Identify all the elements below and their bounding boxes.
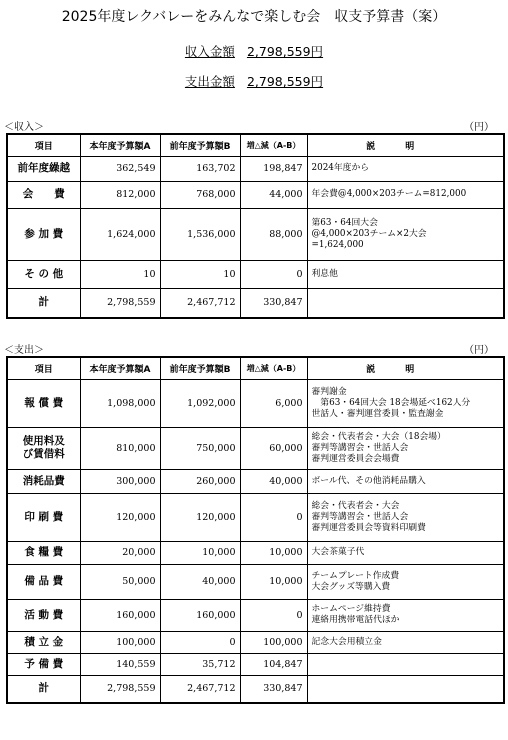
row-item: 前年度繰越 [7, 156, 80, 181]
row-desc: 大会茶菓子代 [307, 541, 504, 564]
col-diff: 増△減（A-B） [240, 357, 307, 379]
table-row [7, 379, 504, 427]
expense-total-label: 支出金額 [184, 74, 235, 89]
row-desc: ボール代、その他消耗品購入 [307, 469, 504, 493]
row-desc: チームプレート作成費 大会グッズ等購入費 [307, 564, 504, 599]
row-previous: 120,000 [160, 493, 240, 541]
row-current: 2,798,559 [80, 288, 160, 318]
row-desc: 年会費@4,000×203チーム=812,000 [307, 181, 504, 208]
row-desc [307, 653, 504, 675]
row-desc: 総会・代表者会・大会 審判等講習会・世話人会 審判運営委員会等資料印刷費 [307, 493, 504, 541]
income-body [7, 156, 504, 318]
row-previous: 768,000 [160, 181, 240, 208]
income-total-label: 収入金額 [184, 44, 235, 59]
col-desc: 説明 [307, 357, 504, 379]
row-item: 印 刷 費 [7, 493, 80, 541]
row-desc: 利息他 [307, 260, 504, 288]
table-row [7, 675, 504, 703]
col-item: 項目 [7, 357, 80, 379]
row-current: 300,000 [80, 469, 160, 493]
row-diff: 10,000 [240, 564, 307, 599]
table-row [7, 427, 504, 469]
expense-total [0, 72, 508, 90]
row-item: 報 償 費 [7, 379, 80, 427]
row-item: 予 備 費 [7, 653, 80, 675]
page-title: 2025年度レクバレーをみんなで楽しむ会 収支予算書（案） [61, 9, 447, 25]
row-desc: 総会・代表者会・大会（18会場） 審判等講習会・世話人会 審判運営委員会会場費 [307, 427, 504, 469]
row-desc: 記念大会用積立金 [307, 631, 504, 653]
row-previous: 2,467,712 [160, 675, 240, 703]
row-current: 2,798,559 [80, 675, 160, 703]
row-desc: 2024年度から [307, 156, 504, 181]
row-item: 食 糧 費 [7, 541, 80, 564]
row-current: 160,000 [80, 599, 160, 631]
row-previous: 2,467,712 [160, 288, 240, 318]
row-item: 使用料及 び賃借料 [7, 427, 80, 469]
row-current: 1,098,000 [80, 379, 160, 427]
income-total [0, 42, 508, 60]
expense-table [6, 356, 505, 704]
col-current: 本年度予算額A [80, 357, 160, 379]
table-row [7, 653, 504, 675]
row-previous: 1,536,000 [160, 208, 240, 260]
row-diff: 104,847 [240, 653, 307, 675]
row-current: 100,000 [80, 631, 160, 653]
table-row [7, 631, 504, 653]
income-unit: （円） [464, 122, 494, 133]
expense-header-row [7, 357, 504, 379]
col-previous: 前年度予算額B [160, 134, 240, 156]
row-previous: 40,000 [160, 564, 240, 599]
expense-total-value: 2,798,559円 [246, 74, 324, 89]
table-row [7, 208, 504, 260]
row-current: 1,624,000 [80, 208, 160, 260]
table-row [7, 469, 504, 493]
table-row [7, 156, 504, 181]
row-diff: 10,000 [240, 541, 307, 564]
table-row [7, 599, 504, 631]
expense-unit: （円） [464, 345, 494, 356]
row-previous: 750,000 [160, 427, 240, 469]
row-diff: 60,000 [240, 427, 307, 469]
col-desc: 説明 [307, 134, 504, 156]
row-item: 活 動 費 [7, 599, 80, 631]
col-diff: 増△減（A-B） [240, 134, 307, 156]
row-previous: 163,702 [160, 156, 240, 181]
income-total-value: 2,798,559円 [246, 44, 324, 59]
table-row [7, 541, 504, 564]
row-previous: 10,000 [160, 541, 240, 564]
row-desc: 第63・64回大会 @4,000×203チーム×2大会 =1,624,000 [307, 208, 504, 260]
row-diff: 40,000 [240, 469, 307, 493]
expense-section-label: ＜支出＞ [4, 345, 44, 356]
row-item: そ の 他 [7, 260, 80, 288]
row-diff: 330,847 [240, 288, 307, 318]
row-current: 20,000 [80, 541, 160, 564]
row-diff: 330,847 [240, 675, 307, 703]
row-previous: 10 [160, 260, 240, 288]
row-desc [307, 675, 504, 703]
row-previous: 260,000 [160, 469, 240, 493]
row-current: 812,000 [80, 181, 160, 208]
row-desc: ホームページ維持費 連絡用携帯電話代ほか [307, 599, 504, 631]
income-table [6, 133, 505, 319]
row-desc [307, 288, 504, 318]
table-row [7, 181, 504, 208]
row-item: 計 [7, 675, 80, 703]
row-diff: 0 [240, 493, 307, 541]
income-section-label: ＜収入＞ [4, 122, 44, 133]
row-previous: 35,712 [160, 653, 240, 675]
table-row [7, 260, 504, 288]
row-diff: 6,000 [240, 379, 307, 427]
row-previous: 0 [160, 631, 240, 653]
row-diff: 198,847 [240, 156, 307, 181]
row-diff: 44,000 [240, 181, 307, 208]
row-current: 810,000 [80, 427, 160, 469]
col-item: 項目 [7, 134, 80, 156]
expense-body [7, 379, 504, 703]
row-diff: 0 [240, 260, 307, 288]
row-previous: 1,092,000 [160, 379, 240, 427]
row-diff: 88,000 [240, 208, 307, 260]
row-current: 120,000 [80, 493, 160, 541]
row-item: 会 費 [7, 181, 80, 208]
row-diff: 100,000 [240, 631, 307, 653]
col-current: 本年度予算額A [80, 134, 160, 156]
row-item: 積 立 金 [7, 631, 80, 653]
row-item: 計 [7, 288, 80, 318]
row-current: 50,000 [80, 564, 160, 599]
row-diff: 0 [240, 599, 307, 631]
table-row [7, 288, 504, 318]
row-item: 消耗品費 [7, 469, 80, 493]
row-current: 362,549 [80, 156, 160, 181]
row-previous: 160,000 [160, 599, 240, 631]
income-header-row [7, 134, 504, 156]
table-row [7, 564, 504, 599]
row-current: 10 [80, 260, 160, 288]
row-desc: 審判謝金 第63・64回大会 18会場延べ162人分 世話人・審判運営委員・監査謝金 [307, 379, 504, 427]
row-item: 備 品 費 [7, 564, 80, 599]
col-previous: 前年度予算額B [160, 357, 240, 379]
row-current: 140,559 [80, 653, 160, 675]
row-item: 参 加 費 [7, 208, 80, 260]
table-row [7, 493, 504, 541]
